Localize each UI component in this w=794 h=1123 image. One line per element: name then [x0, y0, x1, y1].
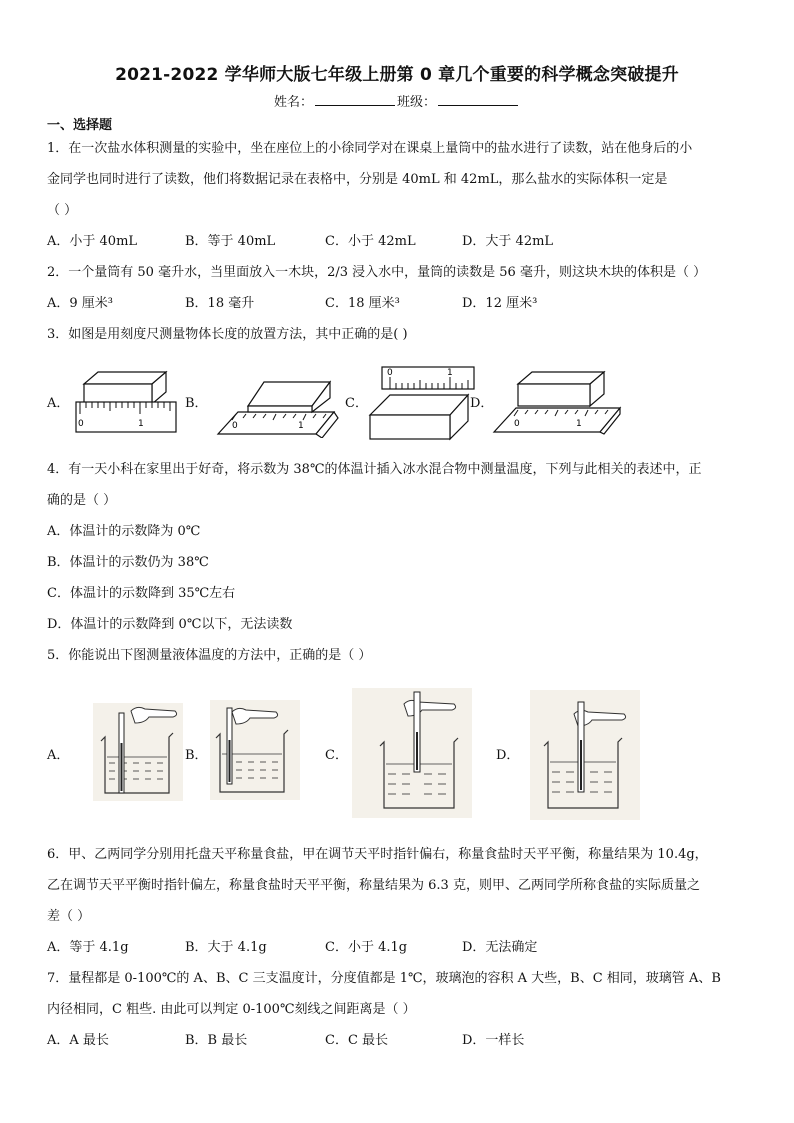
- ruler-label-one: 1: [447, 368, 453, 378]
- q6-option-b[interactable]: B．大于 4.1g: [185, 940, 267, 955]
- section-heading: 一、选择题: [47, 118, 113, 133]
- q7-option-d[interactable]: D．一样长: [462, 1033, 525, 1048]
- q1-option-b[interactable]: B．等于 40mL: [185, 234, 276, 249]
- q6-stem-line3: 差（ ）: [47, 909, 91, 924]
- q7-stem-line1: 7．量程都是 0-100℃的 A、B、C 三支温度计，分度值都是 1℃，玻璃泡的容积 A 大些，B、C 相同，玻璃管 A、B: [47, 971, 721, 986]
- student-info-line: [0, 91, 794, 110]
- q6-option-d[interactable]: D．无法确定: [462, 940, 538, 955]
- thermometer-figure-b: [210, 700, 300, 800]
- q6-stem-line1: 6．甲、乙两同学分别用托盘天平称量食盐，甲在调节天平时指针偏右，称量食盐时天平平衡，称量结果为 10.4g，: [47, 847, 708, 862]
- q4-option-b[interactable]: B．体温计的示数仍为 38℃: [47, 555, 209, 570]
- ruler-figure-a: [72, 366, 180, 436]
- q1-stem-line2: 金同学也同时进行了读数，他们将数据记录在表格中，分别是 40mL 和 42mL，那么盐水的实际体积一定是: [47, 172, 668, 187]
- class-label: 班级：: [397, 95, 437, 110]
- q7-option-b[interactable]: B．B 最长: [185, 1033, 248, 1048]
- q4-stem-line1: 4．有一天小科在家里出于好奇，将示数为 38℃的体温计插入冰水混合物中测量温度，下列与此相关的表述中，正: [47, 462, 702, 477]
- q5-option-a[interactable]: A．: [47, 748, 70, 763]
- q5-stem: 5．你能说出下图测量液体温度的方法中，正确的是（ ）: [47, 648, 372, 663]
- ruler-label-zero: 0: [387, 368, 393, 378]
- q2-option-d[interactable]: D．12 厘米³: [462, 296, 538, 311]
- ruler-label-zero: 0: [232, 421, 238, 431]
- q7-option-a[interactable]: A．A 最长: [47, 1033, 109, 1048]
- class-blank[interactable]: [438, 93, 518, 106]
- ruler-label-one: 1: [576, 419, 582, 429]
- ruler-figure-c: [368, 363, 478, 443]
- q4-option-c[interactable]: C．体温计的示数降到 35℃左右: [47, 586, 236, 601]
- thermometer-figure-d: [530, 690, 640, 820]
- q1-stem-line1: 1．在一次盐水体积测量的实验中，坐在座位上的小徐同学对在课桌上量筒中的盐水进行了读数，站在他身后的小: [47, 141, 693, 156]
- q2-option-c[interactable]: C．18 厘米³: [325, 296, 400, 311]
- ruler-figure-d: [492, 370, 622, 436]
- q6-option-c[interactable]: C．小于 4.1g: [325, 940, 408, 955]
- q2-stem: 2．一个量筒有 50 毫升水，当里面放入一木块，2/3 浸入水中，量筒的读数是 56 毫升，则这块木块的体积是（ ）: [47, 265, 707, 280]
- q3-option-a[interactable]: A．: [47, 396, 70, 411]
- q5-option-b[interactable]: B．: [185, 748, 208, 763]
- q1-option-d[interactable]: D．大于 42mL: [462, 234, 554, 249]
- q4-stem-line2: 确的是（ ）: [47, 493, 117, 508]
- q2-option-b[interactable]: B．18 毫升: [185, 296, 255, 311]
- q3-option-d[interactable]: D．: [470, 396, 494, 411]
- ruler-label-one: 1: [138, 419, 144, 429]
- q4-option-d[interactable]: D．体温计的示数降到 0℃以下，无法读数: [47, 617, 293, 632]
- q6-stem-line2: 乙在调节天平平衡时指针偏左，称量食盐时天平平衡，称量结果为 6.3 克，则甲、乙两同学所称食盐的实际质量之: [47, 878, 700, 893]
- ruler-label-one: 1: [298, 421, 304, 431]
- q1-option-c[interactable]: C．小于 42mL: [325, 234, 416, 249]
- q3-stem: 3．如图是用刻度尺测量物体长度的放置方法，其中正确的是( ): [47, 327, 408, 342]
- q1-stem-line3: （ ）: [47, 203, 78, 218]
- q3-option-c[interactable]: C．: [345, 396, 368, 411]
- q7-stem-line2: 内径相同，C 粗些. 由此可以判定 0-100℃刻线之间距离是（ ）: [47, 1002, 416, 1017]
- thermometer-figure-a: [93, 703, 183, 801]
- q3-option-b[interactable]: B．: [185, 396, 208, 411]
- name-label: 姓名：: [273, 95, 313, 110]
- q4-option-a[interactable]: A．体温计的示数降为 0℃: [47, 524, 201, 539]
- q2-option-a[interactable]: A．9 厘米³: [47, 296, 114, 311]
- q6-option-a[interactable]: A．等于 4.1g: [47, 940, 129, 955]
- thermometer-figure-c: [352, 688, 472, 818]
- name-blank[interactable]: [315, 93, 395, 106]
- ruler-label-zero: 0: [78, 419, 84, 429]
- q7-option-c[interactable]: C．C 最长: [325, 1033, 389, 1048]
- ruler-figure-b: [212, 376, 342, 438]
- q5-option-c[interactable]: C．: [325, 748, 348, 763]
- page-title: 2021-2022 学华师大版七年级上册第 0 章几个重要的科学概念突破提升: [115, 65, 679, 85]
- ruler-label-zero: 0: [514, 419, 520, 429]
- q1-option-a[interactable]: A．小于 40mL: [47, 234, 138, 249]
- q5-option-d[interactable]: D．: [496, 748, 520, 763]
